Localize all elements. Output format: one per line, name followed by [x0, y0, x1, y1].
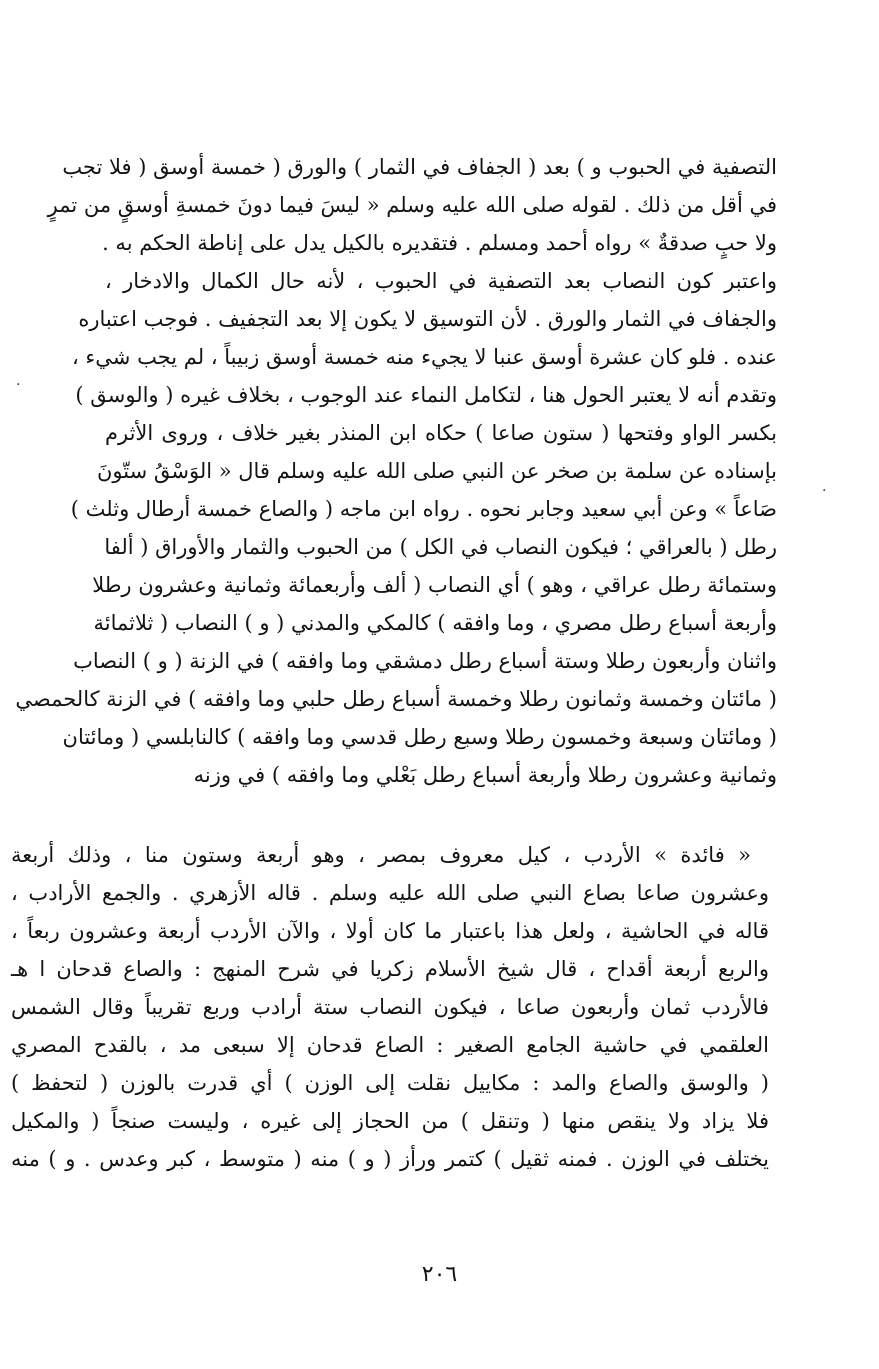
text-line: وعشرون صاعا بصاع النبي صلى الله عليه وسلم . قاله الأزهري . والجمع الأرادب ، — [11, 881, 769, 905]
text-line: والجفاف في الثمار والورق . لأن التوسيق لا يكون إلا بعد التجفيف . فوجب اعتباره — [78, 307, 777, 331]
text-line: ( والوسق والصاع والمد : مكاييل نقلت إلى الوزن ) أي قدرت بالوزن ( لتحفظ ) — [11, 1071, 769, 1095]
text-line: التصفية في الحبوب و ) بعد ( الجفاف في الثمار ) والورق ( خمسة أوسق ( فلا تجب — [62, 155, 777, 179]
text-line: وستمائة رطل عراقي ، وهو ) أي النصاب ( ألف وأربعمائة وثمانية وعشرون رطلا — [92, 573, 777, 597]
text-line: واثنان وأربعون رطلا وستة أسباع رطل دمشقي وما وافقه ) في الزنة ( و ) النصاب — [73, 649, 777, 673]
margin-dot-mark: · — [822, 483, 827, 499]
text-line: يختلف في الوزن . فمنه ثقيل ) كتمر ورأز ( و ) منه ( متوسط ، كبر وعدس . و ) منه — [11, 1147, 769, 1171]
text-line: وأربعة أسباع رطل مصري ، وما وافقه ) كالمكي والمدني ( و ) النصاب ( ثلاثمائة — [93, 611, 777, 635]
margin-dot-mark: · — [16, 377, 21, 393]
book-page — [0, 148, 879, 1369]
text-line: وتقدم أنه لا يعتبر الحول هنا ، لتكامل النماء عند الوجوب ، بخلاف غيره ( والوسق ) — [75, 383, 777, 407]
text-line: « فائدة » الأردب ، كيل معروف بمصر ، وهو أربعة وستون منا ، وذلك أربعة — [11, 843, 751, 867]
text-line: ولا حبٍ صدقةٌ » رواه أحمد ومسلم . فتقديره بالكيل يدل على إناطة الحكم به . — [102, 231, 777, 255]
text-line: ( ومائتان وسبعة وخمسون رطلا وسبع رطل قدسي وما وافقه ) كالنابلسي ( ومائتان — [62, 725, 777, 749]
text-line: وثمانية وعشرون رطلا وأربعة أسباع رطل بَعْلي وما وافقه ) في وزنه — [193, 763, 777, 787]
text-line: والربع أربعة أقداح ، قال شيخ الأسلام زكريا في شرح المنهج : والصاع قدحان ا هـ — [11, 957, 769, 981]
text-line: صَاعاً » وعن أبي سعيد وجابر نحوه . رواه ابن ماجه ( والصاع خمسة أرطال وثلث ) — [70, 497, 777, 521]
text-line: فالأردب ثمان وأربعون صاعا ، فيكون النصاب ستة أرادب وربع تقريباً وقال الشمس — [11, 995, 769, 1019]
text-line: ( مائتان وخمسة وثمانون رطلا وخمسة أسباع رطل حلبي وما وافقه ) في الزنة كالحمصي — [15, 687, 777, 711]
text-line: في أقل من ذلك . لقوله صلى الله عليه وسلم « ليسَ فيما دونَ خمسةِ أوسقٍ من تمرٍ — [47, 193, 777, 217]
text-line: قاله في الحاشية ، ولعل هذا باعتبار ما كان أولا ، والآن الأردب أربعة وعشرون ربعاً ، — [11, 919, 769, 943]
text-line: عنده . فلو كان عشرة أوسق عنبا لا يجيء منه خمسة أوسق زبيباً ، لم يجب شيء ، — [71, 345, 777, 369]
text-line: واعتبر كون النصاب بعد التصفية في الحبوب ، لأنه حال الكمال والادخار ، — [105, 269, 777, 293]
text-line: العلقمي في حاشية الجامع الصغير : الصاع قدحان إلا سبعى مد ، بالقدح المصري — [11, 1033, 769, 1057]
text-line: رطل ( بالعراقي ؛ فيكون النصاب في الكل ) من الحبوب والثمار والأوراق ( ألفا — [104, 535, 777, 559]
text-line: فلا يزاد ولا ينقص منها ( وتنقل ) من الحجاز إلى غيره ، وليست صنجاً ( والمكيل — [11, 1109, 769, 1133]
text-line: بإسناده عن سلمة بن صخر عن النبي صلى الله عليه وسلم قال « الوَسْقُ ستّونَ — [97, 459, 777, 483]
page-number: ٢٠٦ — [421, 1262, 458, 1287]
text-line: بكسر الواو وفتحها ( ستون صاعا ) حكاه ابن المنذر بغير خلاف ، وروى الأثرم — [105, 421, 777, 445]
